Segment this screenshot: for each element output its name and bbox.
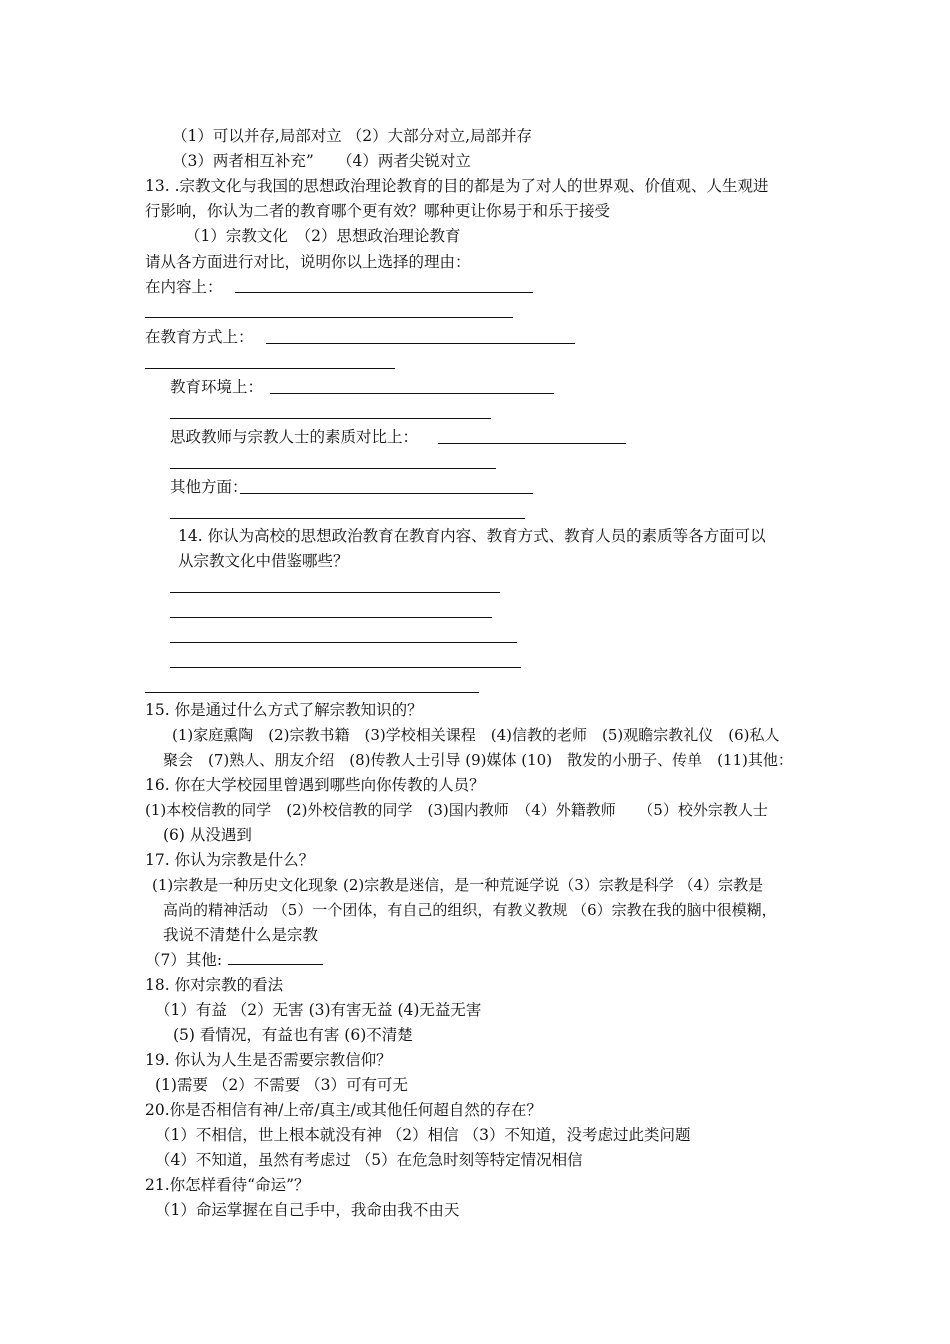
- q12-options-line-2: （3）两者相互补充” （4）两者尖锐对立: [172, 152, 471, 170]
- q16-stem: 16. 你在大学校园里曾遇到哪些向你传教的人员？: [145, 776, 485, 794]
- q13-environment-answer-line-1[interactable]: [270, 393, 554, 394]
- q14-answer-line-4[interactable]: [170, 667, 521, 668]
- q13-environment-answer-line-2[interactable]: [170, 418, 491, 419]
- q13-other-label: 其他方面：: [170, 478, 248, 496]
- q13-quality-answer-line-2[interactable]: [170, 468, 496, 469]
- q14-answer-line-2[interactable]: [170, 617, 492, 618]
- q20-options-line-2: （4）不知道，虽然有考虑过 （5）在危急时刻等特定情况相信: [155, 1151, 583, 1169]
- q13-method-label: 在教育方式上：: [145, 328, 254, 346]
- q13-other-answer-line-1[interactable]: [240, 493, 533, 494]
- q17-stem: 17. 你认为宗教是什么？: [145, 851, 315, 869]
- q20-stem: 20.你是否相信有神/上帝/真主/或其他任何超自然的存在？: [145, 1101, 542, 1119]
- q12-options-line-1: （1）可以并存,局部对立 （2）大部分对立,局部并存: [172, 127, 533, 145]
- q13-environment-label: 教育环境上：: [170, 378, 264, 396]
- q13-quality-answer-line-1[interactable]: [438, 443, 626, 444]
- q15-stem: 15. 你是通过什么方式了解宗教知识的？: [145, 701, 423, 719]
- q18-options-line-2: (5) 看情况，有益也有害 (6)不清楚: [173, 1026, 413, 1044]
- q13-content-label: 在内容上：: [145, 278, 223, 296]
- q14-answer-line-3[interactable]: [170, 642, 517, 643]
- q13-method-answer-line-2[interactable]: [145, 368, 395, 369]
- q21-stem: 21.你怎样看待“命运”？: [145, 1176, 310, 1194]
- q14-answer-line-1[interactable]: [170, 592, 500, 593]
- q13-prompt: 请从各方面进行对比，说明你以上选择的理由：: [145, 253, 471, 271]
- q13-options: （1）宗教文化 （2）思想政治理论教育: [185, 227, 461, 245]
- q16-options-line-2: (6) 从没遇到: [163, 826, 252, 844]
- q18-options-line-1: （1）有益 （2）无害 (3)有害无益 (4)无益无害: [155, 1001, 482, 1019]
- q20-options-line-1: （1）不相信，世上根本就没有神 （2）相信 （3）不知道，没考虑过此类问题: [155, 1126, 691, 1144]
- q17-options-line-3: 我说不清楚什么是宗教: [163, 926, 319, 944]
- q13-method-answer-line-1[interactable]: [266, 343, 575, 344]
- q19-options-line-1: (1)需要 （2）不需要 （3）可有可无: [155, 1076, 409, 1094]
- q14-stem-line-1: 14. 你认为高校的思想政治教育在教育内容、教育方式、教育人员的素质等各方面可以: [178, 527, 766, 545]
- q15-options-line-2: 聚会 (7)熟人、朋友介绍 (8)传教人士引导 (9)媒体 (10) 散发的小册子、传单 (11)其他：: [163, 751, 793, 769]
- q17-options-line-4: [145, 950, 323, 970]
- q13-content-answer-line-2[interactable]: [145, 317, 513, 318]
- q17-options-line-2: 高尚的精神活动 （5）一个团体，有自己的组织，有教义教规 （6）宗教在我的脑中很模糊，: [163, 901, 777, 919]
- q13-stem-line-2: 行影响，你认为二者的教育哪个更有效？哪种更让你易于和乐于接受: [145, 202, 611, 220]
- q17-options-line-1: (1)宗教是一种历史文化现象 (2)宗教是迷信，是一种荒诞学说（3）宗教是科学 （4）宗教是: [152, 876, 764, 894]
- q19-stem: 19. 你认为人生是否需要宗教信仰？: [145, 1051, 392, 1069]
- q13-content-answer-line-1[interactable]: [235, 292, 533, 293]
- q14-stem-line-2: 从宗教文化中借鉴哪些？: [178, 552, 349, 570]
- q14-answer-line-5[interactable]: [145, 692, 479, 693]
- q13-other-answer-line-2[interactable]: [170, 518, 525, 519]
- q13-quality-label: 思政教师与宗教人士的素质对比上：: [170, 428, 419, 446]
- q15-options-line-1: (1)家庭熏陶 (2)宗教书籍 (3)学校相关课程 (4)信教的老师 (5)观瞻宗教礼仪 (6)私人: [172, 726, 780, 744]
- q21-options-line-1: （1）命运掌握在自己手中，我命由我不由天: [155, 1201, 460, 1219]
- q13-stem-line-1: 13. .宗教文化与我国的思想政治理论教育的目的都是为了对人的世界观、价值观、人生观进: [145, 177, 769, 195]
- q17-other-blank[interactable]: [228, 950, 323, 965]
- q18-stem: 18. 你对宗教的看法: [145, 976, 284, 994]
- q16-options-line-1: (1)本校信教的同学 (2)外校信教的同学 (3)国内教师 （4）外籍教师 （5）校外宗教人士: [145, 801, 768, 819]
- q17-other-label: （7）其他:: [145, 951, 223, 969]
